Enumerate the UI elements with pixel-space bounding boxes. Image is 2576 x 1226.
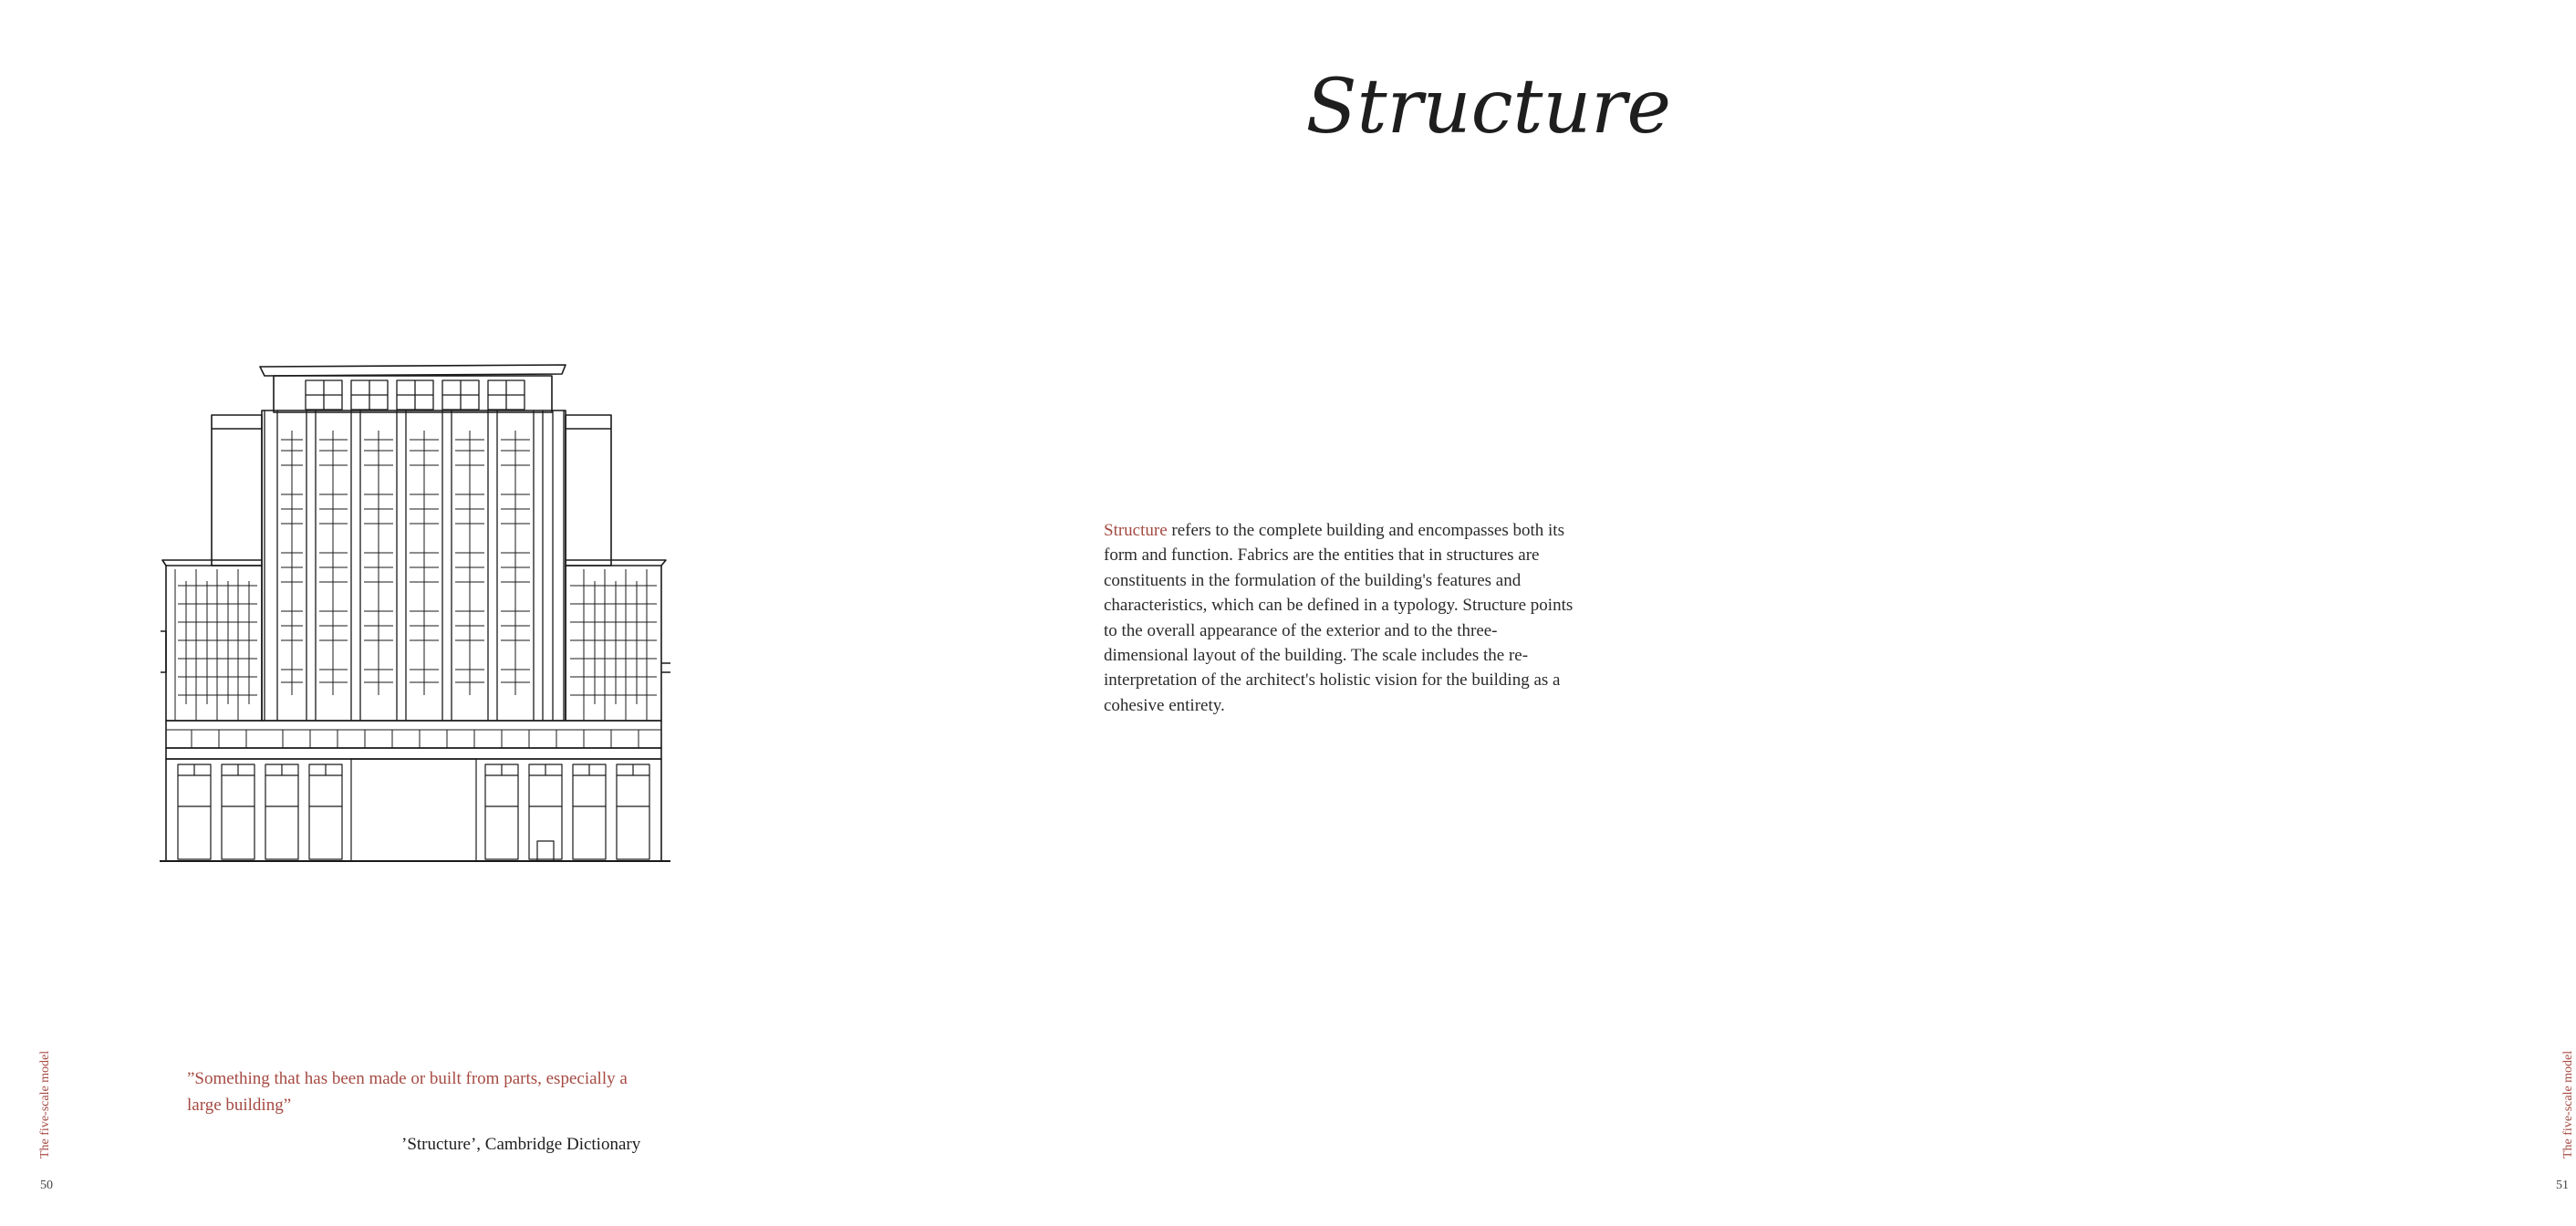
dictionary-quote: ”Something that has been made or built from parts, especially a large building” <box>187 1069 628 1115</box>
body-paragraph <box>1104 518 1578 718</box>
running-head-right-text: The five-scale model <box>2561 1050 2575 1158</box>
running-head-right <box>2561 1040 2576 1158</box>
left-page <box>0 0 867 1226</box>
page-title: Structure <box>1305 64 1671 151</box>
building-drawing-icon <box>155 358 675 878</box>
page-number-right: 51 <box>2556 1179 2569 1192</box>
quote-citation: ’Structure’, Cambridge Dictionary <box>401 1135 641 1154</box>
body-text: refers to the complete building and encompasses both its form and function. Fabrics are the entities that in structures are constituents in the formulation of the building's features and characteristics, which can be defined in a typology. Structure points to the overall appearance of the exterior and to the three-dimensional layout of the building. The scale includes the re-interpretation of the architect's holistic vision for the building as a cohesive entirety. <box>1104 521 1574 715</box>
running-head-left <box>38 1040 53 1158</box>
running-head-left-text: The five-scale model <box>38 1050 52 1158</box>
right-page <box>867 0 2575 1226</box>
lead-term: Structure <box>1104 521 1168 540</box>
page-number-left: 50 <box>40 1179 53 1192</box>
